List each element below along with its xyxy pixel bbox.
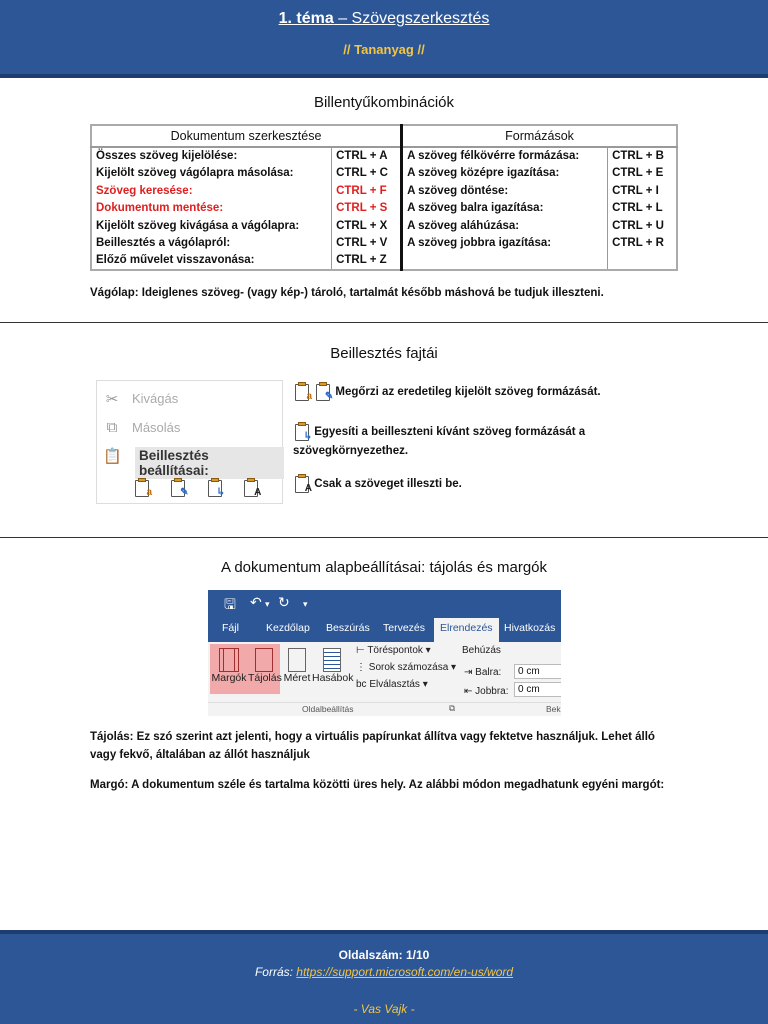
margin-term: Margó: xyxy=(90,779,129,791)
shortcut-left-key: CTRL + C xyxy=(332,165,402,183)
paragraph-group-label: Bek xyxy=(546,704,561,714)
tab-insert[interactable]: Beszúrás xyxy=(326,622,370,634)
paste-keep-formatting-icon[interactable]: a xyxy=(133,478,151,498)
shortcut-right-key: CTRL + B xyxy=(612,150,664,163)
page-header xyxy=(0,0,768,78)
margins-button[interactable] xyxy=(210,644,248,694)
ribbon-group-footer xyxy=(208,702,561,716)
paste-text-only-icon[interactable]: A xyxy=(242,478,260,498)
topic-number: 1. téma xyxy=(278,10,334,27)
indent-label: Behúzás xyxy=(462,645,501,656)
indent-right-text: Jobbra: xyxy=(475,686,509,697)
paste-picture-icon: ↳ xyxy=(293,422,311,442)
shortcut-left-key: CTRL + F xyxy=(332,182,402,200)
shortcut-left-label: Összes szöveg kijelölése: xyxy=(91,147,332,165)
margins-label: Margók xyxy=(211,672,247,684)
clipboard-term: Vágólap: xyxy=(90,287,139,299)
shortcut-right-key: CTRL + I xyxy=(612,184,659,197)
scissors-icon: ✂ xyxy=(105,391,119,408)
tab-references[interactable]: Hivatkozás xyxy=(504,622,556,634)
size-button[interactable] xyxy=(282,644,312,694)
redo-icon[interactable]: ↻ xyxy=(278,594,290,610)
shortcut-left-key: CTRL + X xyxy=(332,217,402,235)
table-row xyxy=(91,235,677,253)
size-label: Méret xyxy=(283,672,311,684)
shortcut-right-label: A szöveg középre igazítása: xyxy=(402,165,608,183)
shortcut-left-key: CTRL + A xyxy=(332,147,402,165)
undo-dropdown-icon[interactable]: ▾ xyxy=(265,599,270,609)
source-link[interactable]: https://support.microsoft.com/en-us/word xyxy=(296,965,514,979)
shortcut-right-key: CTRL + R xyxy=(612,237,664,250)
paste-keep-formatting-icon: a xyxy=(293,382,311,402)
columns-button[interactable] xyxy=(312,644,352,694)
clipboard-icon: 📋 xyxy=(103,448,122,465)
clipboard-definition xyxy=(90,284,680,302)
customize-toolbar-icon[interactable]: ▾ xyxy=(303,599,308,609)
size-icon xyxy=(288,648,306,672)
indent-right-label: ⇤ Jobbra: xyxy=(464,686,509,697)
shortcuts-title: Billentyűkombinációk xyxy=(313,94,455,111)
paste-merge-formatting-icon[interactable]: ✎ xyxy=(169,478,187,498)
menu-item-paste-options xyxy=(97,442,284,478)
breaks-label: Töréspontok xyxy=(367,645,423,656)
tab-home[interactable]: Kezdőlap xyxy=(266,622,310,634)
line-numbers-label: Sorok számozása xyxy=(368,662,449,673)
breaks-dropdown[interactable]: ⊢ Töréspontok ▾ xyxy=(356,645,431,656)
paste-desc-merge xyxy=(293,422,623,460)
topic-name: Szövegszerkesztés xyxy=(351,10,490,27)
orientation-icon xyxy=(255,648,273,672)
indent-left-text: Balra: xyxy=(475,667,502,678)
paste-desc-text-only xyxy=(293,474,623,494)
indent-left-label: ⇥ Balra: xyxy=(464,667,502,678)
paste-option-icons xyxy=(133,478,274,498)
shortcut-left-label: Dokumentum mentése: xyxy=(91,200,332,218)
shortcut-right-label: A szöveg félkövérre formázása: xyxy=(402,147,608,165)
paste-desc-keep-text: Megőrzi az eredetileg kijelölt szöveg formázását. xyxy=(335,386,601,399)
shortcut-right-label: A szöveg jobbra igazítása: xyxy=(402,235,608,253)
save-icon[interactable]: 🖫 xyxy=(224,596,236,612)
orientation-term: Tájolás: xyxy=(90,731,134,743)
paste-desc-merge-text: Egyesíti a beilleszteni kívánt szöveg formázását a szövegkörnyezethez. xyxy=(293,426,586,457)
menu-item-cut-label: Kivágás xyxy=(132,391,179,406)
topic-subtitle: // Tananyag // xyxy=(343,42,425,57)
hyphenation-label: Elválasztás xyxy=(369,679,420,690)
ribbon-titlebar xyxy=(208,590,561,642)
shortcut-right-key xyxy=(608,252,677,270)
layout-title: A dokumentum alapbeállításai: tájolás és margók xyxy=(220,559,547,576)
margin-definition xyxy=(90,776,680,794)
table-row xyxy=(91,217,677,235)
shortcut-right-label: A szöveg balra igazítása: xyxy=(402,200,608,218)
orientation-button[interactable] xyxy=(248,644,280,694)
table-row xyxy=(91,182,677,200)
table-row xyxy=(91,200,677,218)
page-footer xyxy=(0,930,768,1024)
section-divider xyxy=(0,322,768,323)
hyphenation-dropdown[interactable]: bc Elválasztás ▾ xyxy=(356,679,428,690)
section-divider xyxy=(0,537,768,538)
table-row xyxy=(91,147,677,165)
tab-layout[interactable]: Elrendezés xyxy=(434,618,499,642)
shortcuts-table xyxy=(90,124,678,271)
shortcut-left-label: Kijelölt szöveg kivágása a vágólapra: xyxy=(91,217,332,235)
menu-item-cut[interactable] xyxy=(97,385,284,413)
menu-item-copy[interactable] xyxy=(97,414,284,442)
shortcut-right-key: CTRL + L xyxy=(612,202,663,215)
paste-desc-text-only-text: Csak a szöveget illeszti be. xyxy=(314,478,462,491)
shortcut-left-key: CTRL + V xyxy=(332,235,402,253)
paste-desc-keep xyxy=(293,382,623,402)
menu-item-copy-label: Másolás xyxy=(132,420,181,435)
dialog-launcher-icon[interactable]: ⧉ xyxy=(449,703,456,713)
clipboard-text: Ideiglenes szöveg- (vagy kép-) tároló, tartalmát később máshová be tudjuk illeszteni. xyxy=(138,287,604,299)
topic-title xyxy=(0,10,768,28)
shortcut-left-key: CTRL + S xyxy=(332,200,402,218)
tab-design[interactable]: Tervezés xyxy=(383,622,426,634)
indent-left-input[interactable]: 0 cm xyxy=(514,664,561,679)
page-setup-group-label: Oldalbeállítás xyxy=(302,704,354,714)
author: - Vas Vajk - xyxy=(353,1002,415,1016)
tab-file[interactable]: Fájl xyxy=(222,622,239,634)
shortcut-left-label: Előző művelet visszavonása: xyxy=(91,252,332,270)
orientation-text: Ez szó szerint azt jelenti, hogy a virtuális papírunkat állítva vagy fektetve használjuk. Lehet álló vagy fekvő, általában az állót használjuk xyxy=(90,731,655,761)
orientation-definition xyxy=(90,728,680,764)
topic-separator: – xyxy=(333,10,352,27)
table-row xyxy=(91,165,677,183)
context-menu xyxy=(96,380,283,504)
shortcuts-table-body xyxy=(91,147,677,270)
shortcut-left-label: Beillesztés a vágólapról: xyxy=(91,235,332,253)
orientation-label: Tájolás xyxy=(248,672,282,684)
table-row xyxy=(91,252,677,270)
col-header-editing: Dokumentum szerkesztése xyxy=(91,125,402,147)
paste-text-only-icon: A xyxy=(293,474,311,494)
shortcut-right-key: CTRL + U xyxy=(612,219,664,232)
undo-icon[interactable]: ↶ xyxy=(250,594,262,610)
columns-icon xyxy=(323,648,341,672)
shortcut-right-key: CTRL + E xyxy=(612,167,664,180)
shortcut-right-label: A szöveg aláhúzása: xyxy=(402,217,608,235)
word-ribbon xyxy=(208,590,561,716)
shortcut-left-label: Kijelölt szöveg vágólapra másolása: xyxy=(91,165,332,183)
indent-right-input[interactable]: 0 cm xyxy=(514,682,561,697)
margins-icon xyxy=(219,648,239,672)
paste-title: Beillesztés fajtái xyxy=(330,345,438,362)
copy-icon: ⧉ xyxy=(106,419,118,436)
shortcut-right-label xyxy=(402,252,608,270)
margin-text: A dokumentum széle és tartalma közötti üres hely. Az alábbi módon megadhatunk egyéni margót: xyxy=(128,779,665,791)
columns-label: Hasábok xyxy=(312,672,354,684)
line-numbers-dropdown[interactable]: ⋮ Sorok számozása ▾ xyxy=(356,662,457,673)
shortcut-left-key: CTRL + Z xyxy=(332,252,402,270)
shortcut-right-label: A szöveg döntése: xyxy=(402,182,608,200)
paste-merge-formatting-icon: ✎ xyxy=(314,382,332,402)
shortcut-left-label: Szöveg keresése: xyxy=(91,182,332,200)
col-header-formatting: Formázások xyxy=(402,125,677,147)
source-line xyxy=(0,965,768,979)
menu-item-paste-options-label: Beillesztés beállításai: xyxy=(135,447,284,479)
source-label: Forrás: xyxy=(254,965,297,979)
paste-picture-icon[interactable]: ↳ xyxy=(206,478,224,498)
page-number: Oldalszám: 1/10 xyxy=(338,948,430,962)
